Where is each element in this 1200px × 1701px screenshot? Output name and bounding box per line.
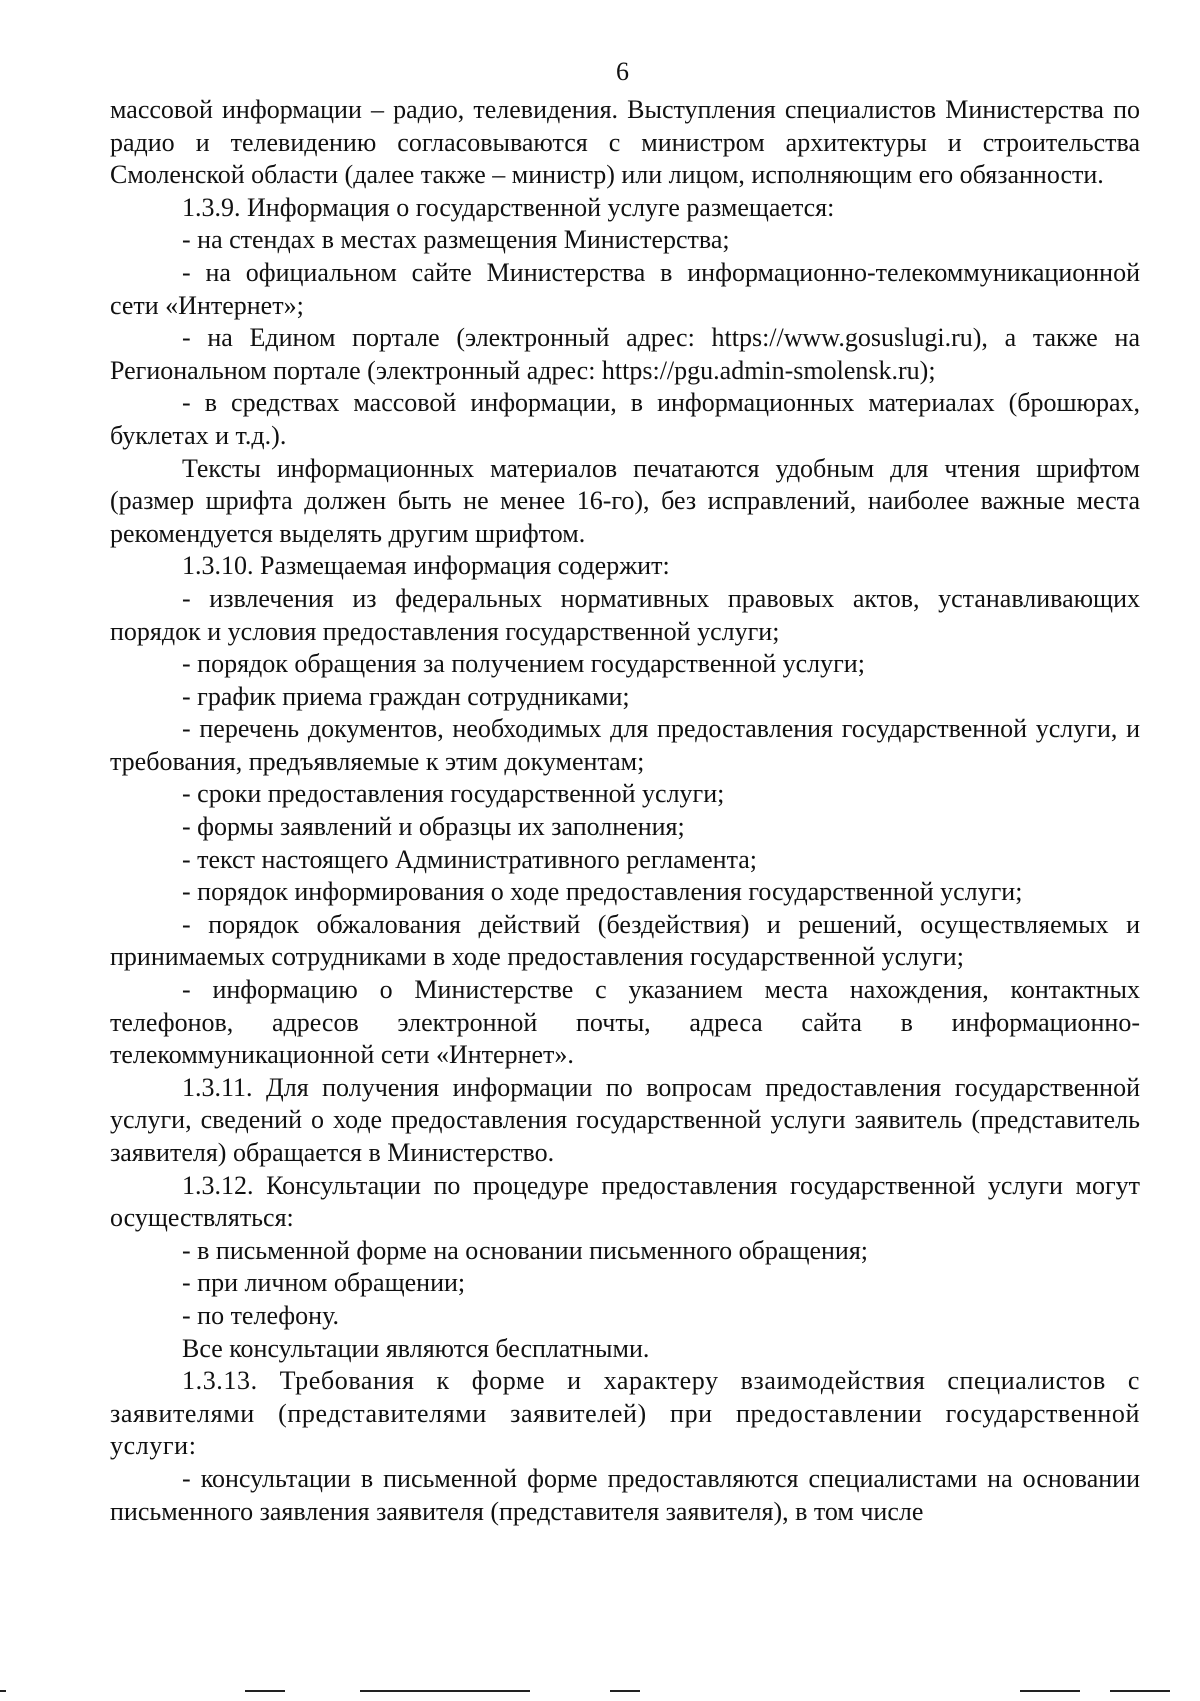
paragraph-1-3-13: 1.3.13. Требования к форме и характеру взаимодействия специалистов с заявителями (представителями заявителей) при предоставлении государственной услуги:: [110, 1366, 1140, 1461]
list-item-written-form: - в письменной форме на основании письменного обращения;: [182, 1235, 869, 1265]
list-item-application-forms: - формы заявлений и образцы их заполнения;: [182, 812, 685, 842]
list-item-federal-acts: - извлечения из федеральных нормативных правовых актов, устанавливающих порядок и условия предоставления государственной услуги;: [110, 583, 1140, 646]
list-item-regulation-text: - текст настоящего Административного регламента;: [182, 844, 758, 874]
list-item-official-site: - на официальном сайте Министерства в информационно-телекоммуникационной сети «Интернет»;: [110, 257, 1140, 320]
list-item-informing-order: - порядок информирования о ходе предоставления государственной услуги;: [182, 877, 1023, 907]
paragraph-font-requirements: Тексты информационных материалов печатаются удобным для чтения шрифтом (размер шрифта должен быть не менее 16-го), без исправлений, наиболее важные места рекомендуется выделять другим шрифтом.: [110, 453, 1140, 548]
list-item-phone: - по телефону.: [182, 1300, 339, 1330]
list-item-mass-media: - в средствах массовой информации, в информационных материалах (брошюрах, буклетах и т.д.).: [110, 388, 1140, 450]
scan-edge-artifact: [0, 1690, 1200, 1693]
list-item-application-order: - порядок обращения за получением государственной услуги;: [182, 649, 865, 679]
list-item-personal-visit: - при личном обращении;: [182, 1268, 466, 1298]
paragraph-1-3-9: 1.3.9. Информация о государственной услуге размещается:: [182, 192, 835, 222]
list-item-reception-schedule: - график приема граждан сотрудниками;: [182, 681, 630, 711]
paragraph-media-continuation: массовой информации – радио, телевидения. Выступления специалистов Министерства по радио и телевидению согласовываются с министром архитектуры и строительства Смоленской области (далее также – министр) или лицом, исполняющим его обязанности.: [110, 95, 1140, 190]
list-item-written-consultations: - консультации в письменной форме предоставляются специалистами на основании письменного заявления заявителя (представителя заявителя), в том числе: [110, 1463, 1140, 1526]
document-body: [110, 94, 1140, 1528]
list-item-stands: - на стендах в местах размещения Министерства;: [182, 225, 730, 255]
list-item-documents: - перечень документов, необходимых для предоставления государственной услуги, и требования, предъявляемые к этим документам;: [110, 714, 1140, 776]
paragraph-1-3-11: 1.3.11. Для получения информации по вопросам предоставления государственной услуги, сведений о ходе предоставления государственной услуги заявитель (представитель заявителя) обращается в Министерство.: [110, 1072, 1140, 1167]
paragraph-free-consultations: Все консультации являются бесплатными.: [182, 1333, 650, 1363]
list-item-portals: - на Едином портале (электронный адрес: https://www.gosuslugi.ru), а также на Региональном портале (электронный адрес: https://pgu.admin-smolensk.ru);: [110, 323, 1140, 385]
paragraph-1-3-12: 1.3.12. Консультации по процедуре предоставления государственной услуги могут осуществляться:: [110, 1170, 1140, 1233]
list-item-ministry-info: - информацию о Министерстве с указанием места нахождения, контактных телефонов, адресов электронной почты, адреса сайта в информационно-телекоммуникационной сети «Интернет».: [110, 975, 1140, 1070]
paragraph-1-3-10: 1.3.10. Размещаемая информация содержит:: [182, 551, 670, 581]
list-item-deadlines: - сроки предоставления государственной услуги;: [182, 779, 725, 809]
list-item-appeal-order: - порядок обжалования действий (бездействия) и решений, осуществляемых и принимаемых сотрудниками в ходе предоставления государственной услуги;: [110, 909, 1140, 972]
page-number: 6: [616, 57, 629, 86]
